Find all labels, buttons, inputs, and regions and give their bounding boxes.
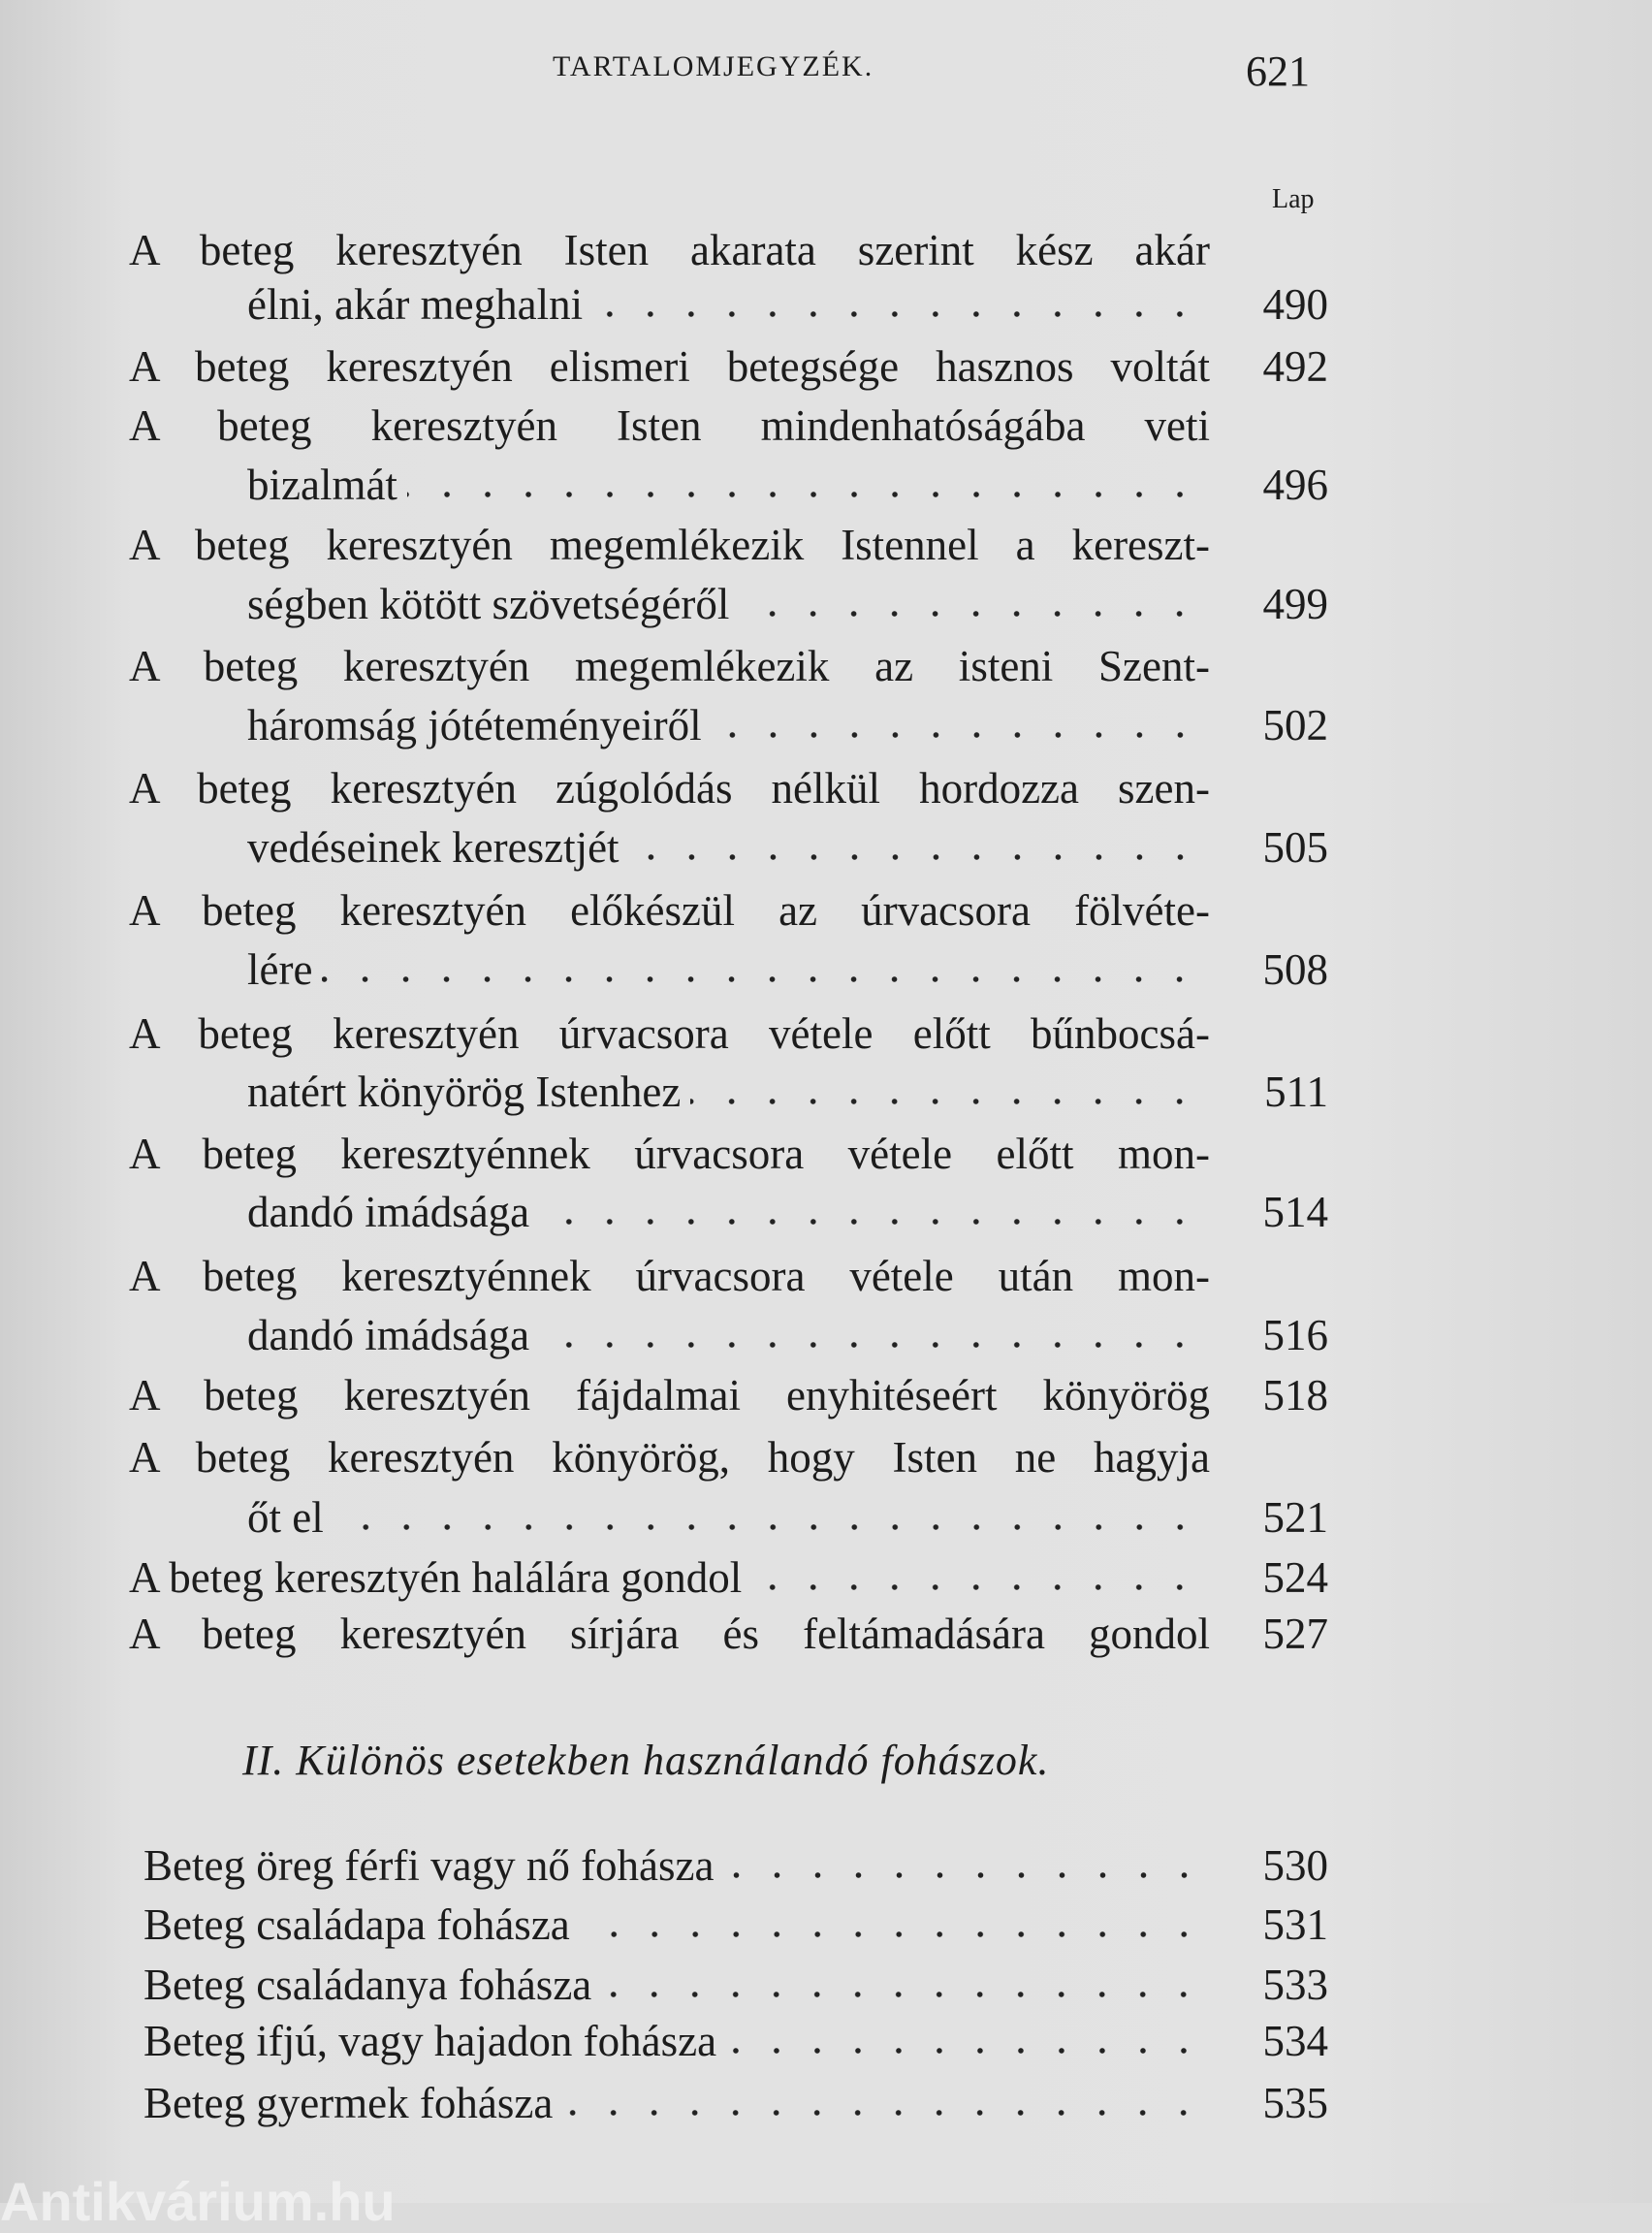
watermark: Antikvárium.hu (0, 2171, 396, 2232)
toc-entry-text: A beteg keresztyén előkészül az úrvacsora fölvéte- (129, 886, 1210, 935)
toc-page-row (0, 275, 1338, 334)
toc-page-number: 496 (1262, 461, 1328, 509)
toc-page-row (0, 818, 1338, 877)
toc-line (129, 637, 1210, 695)
toc-entry-text: A beteg keresztyén halálára gondol (129, 1553, 743, 1602)
toc-entry-text: Beteg ifjú, vagy hajadon fohásza (143, 2017, 717, 2065)
toc-page-row (0, 337, 1338, 396)
toc-entry-text: Beteg családanya fohásza (143, 1961, 592, 2009)
toc-entry-text: Beteg öreg férfi vagy nő fohásza (143, 1841, 715, 1890)
toc-page-number: 511 (1264, 1068, 1328, 1116)
toc-page-row (0, 696, 1338, 754)
toc-page-number: 492 (1262, 342, 1328, 391)
toc-entry-text: A beteg keresztyén Isten akarata szerint kész akár (129, 226, 1210, 274)
toc-entry-text: A beteg keresztyén úrvacsora vétele előtt bűnbocsá- (129, 1009, 1210, 1058)
toc-page-row (0, 1488, 1338, 1547)
toc-entry-text: A beteg keresztyén megemlékezik az isteni Szent- (129, 642, 1210, 690)
toc-page-row (0, 1605, 1338, 1663)
toc-entry-text: őt el (247, 1493, 324, 1542)
toc-entry-text: A beteg keresztyén megemlékezik Istennel a kereszt- (129, 521, 1210, 569)
toc-entry-text: vedéseinek keresztjét (247, 823, 620, 872)
toc-page-number: 514 (1262, 1188, 1328, 1236)
toc-page-number: 531 (1262, 1900, 1328, 1949)
toc-page-row (0, 575, 1338, 633)
toc-line (129, 397, 1210, 455)
toc-entry-text: A beteg keresztyénnek úrvacsora vétele után mon- (129, 1252, 1210, 1300)
section-title: II. Különös esetekben használandó fohászok. (242, 1737, 1050, 1784)
toc-page-row (0, 1063, 1338, 1121)
toc-page-row (0, 1548, 1338, 1607)
running-header: TARTALOMJEGYZÉK. (553, 50, 874, 82)
toc-page-row (0, 941, 1338, 999)
toc-page-number: 533 (1262, 1961, 1328, 2009)
toc-page-number: 508 (1262, 945, 1328, 994)
toc-entry-text: natért könyörög Istenhez (247, 1068, 682, 1116)
toc-page-row (0, 2074, 1338, 2132)
toc-page-number: 524 (1262, 1553, 1328, 1602)
toc-entry-text: A beteg keresztyén könyörög, hogy Isten ne hagyja (129, 1433, 1210, 1482)
toc-entry-text: bizalmát (247, 461, 397, 509)
toc-page-number: 535 (1262, 2079, 1328, 2127)
toc-entry-text: lére (247, 945, 313, 994)
page-number: 621 (1246, 48, 1310, 95)
toc-entry-text: élni, akár meghalni (247, 280, 584, 329)
toc-entry-text: A beteg keresztyénnek úrvacsora vétele előtt mon- (129, 1130, 1210, 1178)
toc-line (129, 1428, 1210, 1486)
toc-entry-text: A beteg keresztyén fájdalmai enyhitéseért könyörög (129, 1371, 1210, 1420)
toc-entry-text: A beteg keresztyén elismeri betegsége hasznos voltát (129, 342, 1210, 391)
toc-page-number: 518 (1262, 1371, 1328, 1420)
toc-entry-text: A beteg keresztyén sírjára és feltámadására gondol (129, 1610, 1210, 1658)
toc-page-number: 516 (1262, 1311, 1328, 1359)
toc-line (129, 881, 1210, 940)
toc-page-row (0, 1366, 1338, 1424)
toc-line (129, 221, 1210, 279)
toc-page-number: 530 (1262, 1841, 1328, 1890)
toc-page-number: 521 (1262, 1493, 1328, 1542)
toc-entry-text: Beteg gyermek fohásza (143, 2079, 554, 2127)
toc-page-number: 499 (1262, 580, 1328, 628)
toc-page-row (0, 1183, 1338, 1241)
toc-page-row (0, 1956, 1338, 2014)
toc-entry-text: háromság jótéteményeiről (247, 701, 702, 750)
toc-entry-text: ségben kötött szövetségéről (247, 580, 730, 628)
toc-line (129, 1005, 1210, 1063)
toc-entry-text: A beteg keresztyén Isten mindenhatóságába veti (129, 401, 1210, 450)
page-column-label: Lap (1272, 184, 1315, 214)
toc-line (129, 1125, 1210, 1183)
toc-line (129, 759, 1210, 817)
toc-line (129, 1247, 1210, 1305)
toc-page-row (0, 1896, 1338, 1954)
toc-page-number: 527 (1262, 1610, 1328, 1658)
toc-entry-text: dandó imádsága (247, 1311, 530, 1359)
toc-page-row (0, 1836, 1338, 1895)
toc-page-number: 505 (1262, 823, 1328, 872)
toc-line (129, 516, 1210, 574)
toc-page-row (0, 1306, 1338, 1364)
toc-entry-text: A beteg keresztyén zúgolódás nélkül hordozza szen- (129, 764, 1210, 813)
toc-page-row (0, 456, 1338, 514)
toc-entry-text: Beteg családapa fohásza (143, 1900, 570, 1949)
toc-entry-text: dandó imádsága (247, 1188, 530, 1236)
toc-page-row (0, 2012, 1338, 2070)
toc-page-number: 490 (1262, 280, 1328, 329)
toc-page-number: 502 (1262, 701, 1328, 750)
toc-page-number: 534 (1262, 2017, 1328, 2065)
